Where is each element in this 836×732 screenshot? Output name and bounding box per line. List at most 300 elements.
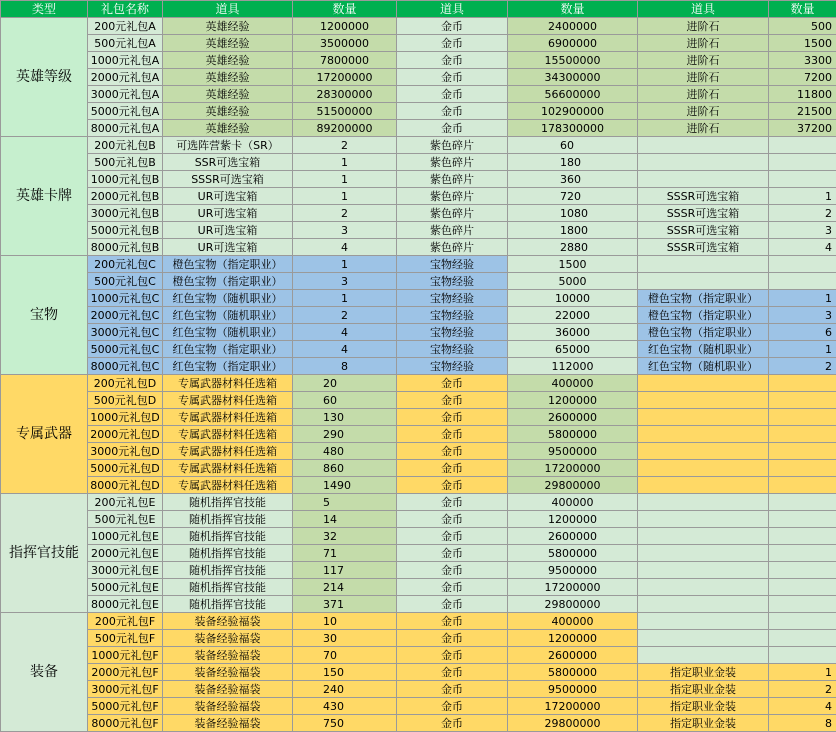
item3-cell[interactable] — [638, 273, 769, 290]
item2-cell[interactable]: 金币 — [397, 715, 508, 732]
header-item-3[interactable]: 道具 — [638, 1, 769, 18]
qty3-cell[interactable]: 4 — [769, 698, 836, 715]
pack-name-cell[interactable]: 500元礼包D — [88, 392, 163, 409]
item1-cell[interactable]: 专属武器材料任选箱 — [163, 392, 293, 409]
item1-cell[interactable]: 橙色宝物（指定职业） — [163, 256, 293, 273]
pack-name-cell[interactable]: 1000元礼包D — [88, 409, 163, 426]
qty3-cell[interactable] — [769, 171, 836, 188]
item3-cell[interactable] — [638, 511, 769, 528]
item2-cell[interactable]: 金币 — [397, 528, 508, 545]
item2-cell[interactable]: 金币 — [397, 392, 508, 409]
qty3-cell[interactable]: 1 — [769, 341, 836, 358]
qty2-cell[interactable]: 36000 — [508, 324, 638, 341]
item3-cell[interactable] — [638, 375, 769, 392]
qty2-cell[interactable]: 10000 — [508, 290, 638, 307]
pack-name-cell[interactable]: 8000元礼包A — [88, 120, 163, 137]
item1-cell[interactable]: 专属武器材料任选箱 — [163, 460, 293, 477]
qty2-cell[interactable]: 56600000 — [508, 86, 638, 103]
item2-cell[interactable]: 金币 — [397, 511, 508, 528]
pack-name-cell[interactable]: 200元礼包A — [88, 18, 163, 35]
qty1-cell[interactable]: 240 — [293, 681, 397, 698]
qty2-cell[interactable]: 102900000 — [508, 103, 638, 120]
pack-name-cell[interactable]: 200元礼包E — [88, 494, 163, 511]
item2-cell[interactable]: 紫色碎片 — [397, 239, 508, 256]
item3-cell[interactable]: SSSR可选宝箱 — [638, 239, 769, 256]
header-qty-1[interactable]: 数量 — [293, 1, 397, 18]
item2-cell[interactable]: 紫色碎片 — [397, 154, 508, 171]
item1-cell[interactable]: 专属武器材料任选箱 — [163, 375, 293, 392]
pack-name-cell[interactable]: 500元礼包B — [88, 154, 163, 171]
pack-name-cell[interactable]: 8000元礼包F — [88, 715, 163, 732]
item2-cell[interactable]: 紫色碎片 — [397, 222, 508, 239]
qty2-cell[interactable]: 29800000 — [508, 596, 638, 613]
qty3-cell[interactable]: 8 — [769, 715, 836, 732]
item1-cell[interactable]: 红色宝物（指定职业） — [163, 358, 293, 375]
qty1-cell[interactable]: 860 — [293, 460, 397, 477]
item2-cell[interactable]: 紫色碎片 — [397, 188, 508, 205]
qty1-cell[interactable]: 117 — [293, 562, 397, 579]
pack-name-cell[interactable]: 200元礼包B — [88, 137, 163, 154]
qty2-cell[interactable]: 1200000 — [508, 511, 638, 528]
qty1-cell[interactable]: 60 — [293, 392, 397, 409]
item3-cell[interactable]: 进阶石 — [638, 52, 769, 69]
header-item-2[interactable]: 道具 — [397, 1, 508, 18]
item1-cell[interactable]: SSR可选宝箱 — [163, 154, 293, 171]
pack-name-cell[interactable]: 5000元礼包E — [88, 579, 163, 596]
qty2-cell[interactable]: 178300000 — [508, 120, 638, 137]
qty1-cell[interactable]: 750 — [293, 715, 397, 732]
item1-cell[interactable]: 红色宝物（随机职业） — [163, 307, 293, 324]
item2-cell[interactable]: 金币 — [397, 443, 508, 460]
category-cell[interactable]: 装备 — [1, 613, 88, 732]
qty2-cell[interactable]: 2600000 — [508, 647, 638, 664]
qty1-cell[interactable]: 1 — [293, 290, 397, 307]
item3-cell[interactable] — [638, 171, 769, 188]
qty3-cell[interactable] — [769, 511, 836, 528]
qty2-cell[interactable]: 17200000 — [508, 698, 638, 715]
item2-cell[interactable]: 金币 — [397, 426, 508, 443]
header-item-1[interactable]: 道具 — [163, 1, 293, 18]
qty2-cell[interactable]: 1080 — [508, 205, 638, 222]
qty1-cell[interactable]: 28300000 — [293, 86, 397, 103]
qty3-cell[interactable]: 3 — [769, 222, 836, 239]
pack-name-cell[interactable]: 5000元礼包A — [88, 103, 163, 120]
qty2-cell[interactable]: 34300000 — [508, 69, 638, 86]
qty2-cell[interactable]: 9500000 — [508, 681, 638, 698]
item1-cell[interactable]: 可选阵营紫卡（SR） — [163, 137, 293, 154]
item1-cell[interactable]: 英雄经验 — [163, 86, 293, 103]
pack-name-cell[interactable]: 200元礼包F — [88, 613, 163, 630]
qty1-cell[interactable]: 70 — [293, 647, 397, 664]
qty2-cell[interactable]: 400000 — [508, 613, 638, 630]
qty1-cell[interactable]: 4 — [293, 341, 397, 358]
qty1-cell[interactable]: 1490 — [293, 477, 397, 494]
pack-name-cell[interactable]: 3000元礼包C — [88, 324, 163, 341]
item1-cell[interactable]: 专属武器材料任选箱 — [163, 477, 293, 494]
item3-cell[interactable]: 红色宝物（随机职业） — [638, 358, 769, 375]
qty2-cell[interactable]: 5800000 — [508, 545, 638, 562]
pack-name-cell[interactable]: 200元礼包D — [88, 375, 163, 392]
qty2-cell[interactable]: 1500 — [508, 256, 638, 273]
qty2-cell[interactable]: 29800000 — [508, 477, 638, 494]
qty2-cell[interactable]: 2600000 — [508, 528, 638, 545]
item3-cell[interactable]: 红色宝物（随机职业） — [638, 341, 769, 358]
qty3-cell[interactable]: 7200 — [769, 69, 836, 86]
pack-name-cell[interactable]: 8000元礼包D — [88, 477, 163, 494]
item3-cell[interactable] — [638, 409, 769, 426]
pack-name-cell[interactable]: 8000元礼包E — [88, 596, 163, 613]
item1-cell[interactable]: 英雄经验 — [163, 52, 293, 69]
qty3-cell[interactable]: 37200 — [769, 120, 836, 137]
qty3-cell[interactable] — [769, 154, 836, 171]
header-category[interactable]: 类型 — [1, 1, 88, 18]
qty1-cell[interactable]: 3500000 — [293, 35, 397, 52]
item2-cell[interactable]: 金币 — [397, 494, 508, 511]
item1-cell[interactable]: 装备经验福袋 — [163, 698, 293, 715]
item1-cell[interactable]: 英雄经验 — [163, 103, 293, 120]
qty3-cell[interactable]: 1 — [769, 290, 836, 307]
category-cell[interactable]: 专属武器 — [1, 375, 88, 494]
qty2-cell[interactable]: 2600000 — [508, 409, 638, 426]
qty1-cell[interactable]: 8 — [293, 358, 397, 375]
pack-name-cell[interactable]: 1000元礼包B — [88, 171, 163, 188]
item3-cell[interactable] — [638, 596, 769, 613]
item1-cell[interactable]: UR可选宝箱 — [163, 222, 293, 239]
qty2-cell[interactable]: 65000 — [508, 341, 638, 358]
item1-cell[interactable]: 随机指挥官技能 — [163, 579, 293, 596]
pack-name-cell[interactable]: 5000元礼包B — [88, 222, 163, 239]
header-pack-name[interactable]: 礼包名称 — [88, 1, 163, 18]
item2-cell[interactable]: 金币 — [397, 86, 508, 103]
qty2-cell[interactable]: 60 — [508, 137, 638, 154]
qty3-cell[interactable] — [769, 613, 836, 630]
qty3-cell[interactable] — [769, 426, 836, 443]
item2-cell[interactable]: 金币 — [397, 460, 508, 477]
item2-cell[interactable]: 宝物经验 — [397, 273, 508, 290]
pack-name-cell[interactable]: 2000元礼包E — [88, 545, 163, 562]
qty3-cell[interactable] — [769, 409, 836, 426]
item1-cell[interactable]: 英雄经验 — [163, 18, 293, 35]
qty1-cell[interactable]: 5 — [293, 494, 397, 511]
item2-cell[interactable]: 金币 — [397, 477, 508, 494]
qty1-cell[interactable]: 3 — [293, 222, 397, 239]
item2-cell[interactable]: 宝物经验 — [397, 290, 508, 307]
item2-cell[interactable]: 金币 — [397, 681, 508, 698]
item2-cell[interactable]: 紫色碎片 — [397, 137, 508, 154]
item3-cell[interactable]: 橙色宝物（指定职业） — [638, 324, 769, 341]
qty2-cell[interactable]: 22000 — [508, 307, 638, 324]
qty1-cell[interactable]: 17200000 — [293, 69, 397, 86]
qty3-cell[interactable] — [769, 392, 836, 409]
item3-cell[interactable] — [638, 137, 769, 154]
pack-name-cell[interactable]: 1000元礼包A — [88, 52, 163, 69]
item1-cell[interactable]: 装备经验福袋 — [163, 715, 293, 732]
qty1-cell[interactable]: 71 — [293, 545, 397, 562]
qty2-cell[interactable]: 15500000 — [508, 52, 638, 69]
qty3-cell[interactable]: 2 — [769, 205, 836, 222]
item3-cell[interactable] — [638, 647, 769, 664]
category-cell[interactable]: 英雄等级 — [1, 18, 88, 137]
category-cell[interactable]: 英雄卡牌 — [1, 137, 88, 256]
item3-cell[interactable]: 进阶石 — [638, 120, 769, 137]
qty2-cell[interactable]: 1200000 — [508, 392, 638, 409]
item3-cell[interactable]: SSSR可选宝箱 — [638, 205, 769, 222]
item1-cell[interactable]: 红色宝物（指定职业） — [163, 341, 293, 358]
qty1-cell[interactable]: 480 — [293, 443, 397, 460]
qty3-cell[interactable] — [769, 137, 836, 154]
qty1-cell[interactable]: 2 — [293, 205, 397, 222]
item3-cell[interactable]: 指定职业金装 — [638, 698, 769, 715]
item1-cell[interactable]: 随机指挥官技能 — [163, 562, 293, 579]
pack-name-cell[interactable]: 2000元礼包A — [88, 69, 163, 86]
pack-name-cell[interactable]: 500元礼包A — [88, 35, 163, 52]
item1-cell[interactable]: 装备经验福袋 — [163, 681, 293, 698]
item3-cell[interactable]: SSSR可选宝箱 — [638, 222, 769, 239]
item1-cell[interactable]: 专属武器材料任选箱 — [163, 426, 293, 443]
item2-cell[interactable]: 金币 — [397, 103, 508, 120]
item2-cell[interactable]: 宝物经验 — [397, 341, 508, 358]
item3-cell[interactable] — [638, 579, 769, 596]
qty1-cell[interactable]: 89200000 — [293, 120, 397, 137]
item2-cell[interactable]: 宝物经验 — [397, 358, 508, 375]
item2-cell[interactable]: 金币 — [397, 120, 508, 137]
qty2-cell[interactable]: 112000 — [508, 358, 638, 375]
item1-cell[interactable]: 随机指挥官技能 — [163, 545, 293, 562]
item3-cell[interactable]: 进阶石 — [638, 86, 769, 103]
pack-name-cell[interactable]: 3000元礼包E — [88, 562, 163, 579]
item2-cell[interactable]: 紫色碎片 — [397, 205, 508, 222]
pack-name-cell[interactable]: 5000元礼包C — [88, 341, 163, 358]
item2-cell[interactable]: 金币 — [397, 545, 508, 562]
item2-cell[interactable]: 金币 — [397, 35, 508, 52]
qty2-cell[interactable]: 9500000 — [508, 443, 638, 460]
item1-cell[interactable]: 装备经验福袋 — [163, 647, 293, 664]
item2-cell[interactable]: 金币 — [397, 375, 508, 392]
item1-cell[interactable]: 专属武器材料任选箱 — [163, 443, 293, 460]
item1-cell[interactable]: 随机指挥官技能 — [163, 528, 293, 545]
item3-cell[interactable] — [638, 256, 769, 273]
item2-cell[interactable]: 宝物经验 — [397, 324, 508, 341]
qty1-cell[interactable]: 430 — [293, 698, 397, 715]
qty1-cell[interactable]: 290 — [293, 426, 397, 443]
pack-name-cell[interactable]: 8000元礼包C — [88, 358, 163, 375]
item2-cell[interactable]: 宝物经验 — [397, 256, 508, 273]
item3-cell[interactable] — [638, 494, 769, 511]
qty3-cell[interactable] — [769, 273, 836, 290]
qty1-cell[interactable]: 20 — [293, 375, 397, 392]
qty3-cell[interactable] — [769, 256, 836, 273]
qty3-cell[interactable]: 2 — [769, 681, 836, 698]
item2-cell[interactable]: 金币 — [397, 579, 508, 596]
qty1-cell[interactable]: 10 — [293, 613, 397, 630]
item3-cell[interactable] — [638, 477, 769, 494]
item1-cell[interactable]: UR可选宝箱 — [163, 188, 293, 205]
qty3-cell[interactable] — [769, 477, 836, 494]
qty1-cell[interactable]: 130 — [293, 409, 397, 426]
qty1-cell[interactable]: 2 — [293, 307, 397, 324]
qty2-cell[interactable]: 6900000 — [508, 35, 638, 52]
qty1-cell[interactable]: 3 — [293, 273, 397, 290]
item1-cell[interactable]: 红色宝物（随机职业） — [163, 324, 293, 341]
item1-cell[interactable]: 装备经验福袋 — [163, 613, 293, 630]
item2-cell[interactable]: 金币 — [397, 647, 508, 664]
qty1-cell[interactable]: 214 — [293, 579, 397, 596]
pack-name-cell[interactable]: 3000元礼包A — [88, 86, 163, 103]
category-cell[interactable]: 宝物 — [1, 256, 88, 375]
item1-cell[interactable]: 红色宝物（随机职业） — [163, 290, 293, 307]
qty3-cell[interactable]: 1500 — [769, 35, 836, 52]
pack-name-cell[interactable]: 2000元礼包D — [88, 426, 163, 443]
qty3-cell[interactable] — [769, 579, 836, 596]
item3-cell[interactable]: 进阶石 — [638, 35, 769, 52]
qty3-cell[interactable] — [769, 647, 836, 664]
qty2-cell[interactable]: 5800000 — [508, 426, 638, 443]
qty2-cell[interactable]: 360 — [508, 171, 638, 188]
pack-name-cell[interactable]: 500元礼包C — [88, 273, 163, 290]
pack-name-cell[interactable]: 3000元礼包B — [88, 205, 163, 222]
item3-cell[interactable]: 橙色宝物（指定职业） — [638, 290, 769, 307]
pack-name-cell[interactable]: 8000元礼包B — [88, 239, 163, 256]
item1-cell[interactable]: 装备经验福袋 — [163, 664, 293, 681]
pack-name-cell[interactable]: 5000元礼包D — [88, 460, 163, 477]
qty3-cell[interactable] — [769, 460, 836, 477]
item3-cell[interactable]: 指定职业金装 — [638, 681, 769, 698]
qty2-cell[interactable]: 180 — [508, 154, 638, 171]
qty1-cell[interactable]: 7800000 — [293, 52, 397, 69]
qty2-cell[interactable]: 9500000 — [508, 562, 638, 579]
qty1-cell[interactable]: 4 — [293, 239, 397, 256]
item1-cell[interactable]: 专属武器材料任选箱 — [163, 409, 293, 426]
header-qty-3[interactable]: 数量 — [769, 1, 836, 18]
qty3-cell[interactable]: 2 — [769, 358, 836, 375]
qty3-cell[interactable]: 11800 — [769, 86, 836, 103]
item1-cell[interactable]: 英雄经验 — [163, 120, 293, 137]
item3-cell[interactable] — [638, 154, 769, 171]
qty2-cell[interactable]: 400000 — [508, 494, 638, 511]
item3-cell[interactable]: 指定职业金装 — [638, 715, 769, 732]
qty3-cell[interactable]: 6 — [769, 324, 836, 341]
pack-name-cell[interactable]: 1000元礼包E — [88, 528, 163, 545]
item3-cell[interactable]: SSSR可选宝箱 — [638, 188, 769, 205]
item3-cell[interactable] — [638, 562, 769, 579]
item2-cell[interactable]: 金币 — [397, 69, 508, 86]
qty1-cell[interactable]: 1 — [293, 154, 397, 171]
qty2-cell[interactable]: 5800000 — [508, 664, 638, 681]
item3-cell[interactable] — [638, 392, 769, 409]
qty3-cell[interactable]: 3300 — [769, 52, 836, 69]
item1-cell[interactable]: UR可选宝箱 — [163, 205, 293, 222]
qty3-cell[interactable] — [769, 630, 836, 647]
item2-cell[interactable]: 金币 — [397, 664, 508, 681]
item3-cell[interactable]: 橙色宝物（指定职业） — [638, 307, 769, 324]
item1-cell[interactable]: 随机指挥官技能 — [163, 494, 293, 511]
qty3-cell[interactable] — [769, 528, 836, 545]
qty3-cell[interactable]: 1 — [769, 188, 836, 205]
qty3-cell[interactable] — [769, 443, 836, 460]
qty2-cell[interactable]: 5000 — [508, 273, 638, 290]
pack-name-cell[interactable]: 5000元礼包F — [88, 698, 163, 715]
item2-cell[interactable]: 金币 — [397, 52, 508, 69]
item2-cell[interactable]: 宝物经验 — [397, 307, 508, 324]
pack-name-cell[interactable]: 200元礼包C — [88, 256, 163, 273]
item2-cell[interactable]: 金币 — [397, 613, 508, 630]
qty2-cell[interactable]: 29800000 — [508, 715, 638, 732]
qty1-cell[interactable]: 4 — [293, 324, 397, 341]
qty3-cell[interactable]: 500 — [769, 18, 836, 35]
item1-cell[interactable]: 英雄经验 — [163, 69, 293, 86]
item2-cell[interactable]: 金币 — [397, 409, 508, 426]
qty3-cell[interactable]: 3 — [769, 307, 836, 324]
item2-cell[interactable]: 金币 — [397, 18, 508, 35]
qty1-cell[interactable]: 30 — [293, 630, 397, 647]
qty2-cell[interactable]: 720 — [508, 188, 638, 205]
item3-cell[interactable] — [638, 613, 769, 630]
qty1-cell[interactable]: 1200000 — [293, 18, 397, 35]
item3-cell[interactable] — [638, 528, 769, 545]
item3-cell[interactable] — [638, 426, 769, 443]
qty3-cell[interactable]: 4 — [769, 239, 836, 256]
qty2-cell[interactable]: 400000 — [508, 375, 638, 392]
pack-name-cell[interactable]: 3000元礼包F — [88, 681, 163, 698]
item1-cell[interactable]: 随机指挥官技能 — [163, 596, 293, 613]
qty1-cell[interactable]: 150 — [293, 664, 397, 681]
item3-cell[interactable] — [638, 630, 769, 647]
item3-cell[interactable]: 进阶石 — [638, 69, 769, 86]
item1-cell[interactable]: 装备经验福袋 — [163, 630, 293, 647]
qty1-cell[interactable]: 371 — [293, 596, 397, 613]
qty1-cell[interactable]: 51500000 — [293, 103, 397, 120]
header-qty-2[interactable]: 数量 — [508, 1, 638, 18]
qty3-cell[interactable]: 21500 — [769, 103, 836, 120]
item3-cell[interactable]: 进阶石 — [638, 103, 769, 120]
qty3-cell[interactable]: 1 — [769, 664, 836, 681]
item2-cell[interactable]: 金币 — [397, 596, 508, 613]
qty2-cell[interactable]: 17200000 — [508, 460, 638, 477]
pack-name-cell[interactable]: 500元礼包F — [88, 630, 163, 647]
pack-name-cell[interactable]: 2000元礼包C — [88, 307, 163, 324]
item1-cell[interactable]: 随机指挥官技能 — [163, 511, 293, 528]
qty1-cell[interactable]: 2 — [293, 137, 397, 154]
item2-cell[interactable]: 金币 — [397, 698, 508, 715]
item2-cell[interactable]: 紫色碎片 — [397, 171, 508, 188]
pack-name-cell[interactable]: 3000元礼包D — [88, 443, 163, 460]
qty1-cell[interactable]: 1 — [293, 188, 397, 205]
qty1-cell[interactable]: 1 — [293, 171, 397, 188]
qty1-cell[interactable]: 1 — [293, 256, 397, 273]
qty3-cell[interactable] — [769, 494, 836, 511]
pack-name-cell[interactable]: 2000元礼包B — [88, 188, 163, 205]
qty2-cell[interactable]: 1800 — [508, 222, 638, 239]
qty2-cell[interactable]: 2400000 — [508, 18, 638, 35]
item1-cell[interactable]: 橙色宝物（指定职业） — [163, 273, 293, 290]
item3-cell[interactable]: 进阶石 — [638, 18, 769, 35]
pack-name-cell[interactable]: 500元礼包E — [88, 511, 163, 528]
item3-cell[interactable] — [638, 545, 769, 562]
qty2-cell[interactable]: 17200000 — [508, 579, 638, 596]
qty2-cell[interactable]: 1200000 — [508, 630, 638, 647]
qty3-cell[interactable] — [769, 545, 836, 562]
item1-cell[interactable]: UR可选宝箱 — [163, 239, 293, 256]
qty3-cell[interactable] — [769, 562, 836, 579]
qty3-cell[interactable] — [769, 375, 836, 392]
item1-cell[interactable]: SSSR可选宝箱 — [163, 171, 293, 188]
pack-name-cell[interactable]: 1000元礼包F — [88, 647, 163, 664]
category-cell[interactable]: 指挥官技能 — [1, 494, 88, 613]
qty2-cell[interactable]: 2880 — [508, 239, 638, 256]
pack-name-cell[interactable]: 2000元礼包F — [88, 664, 163, 681]
item1-cell[interactable]: 英雄经验 — [163, 35, 293, 52]
item2-cell[interactable]: 金币 — [397, 630, 508, 647]
